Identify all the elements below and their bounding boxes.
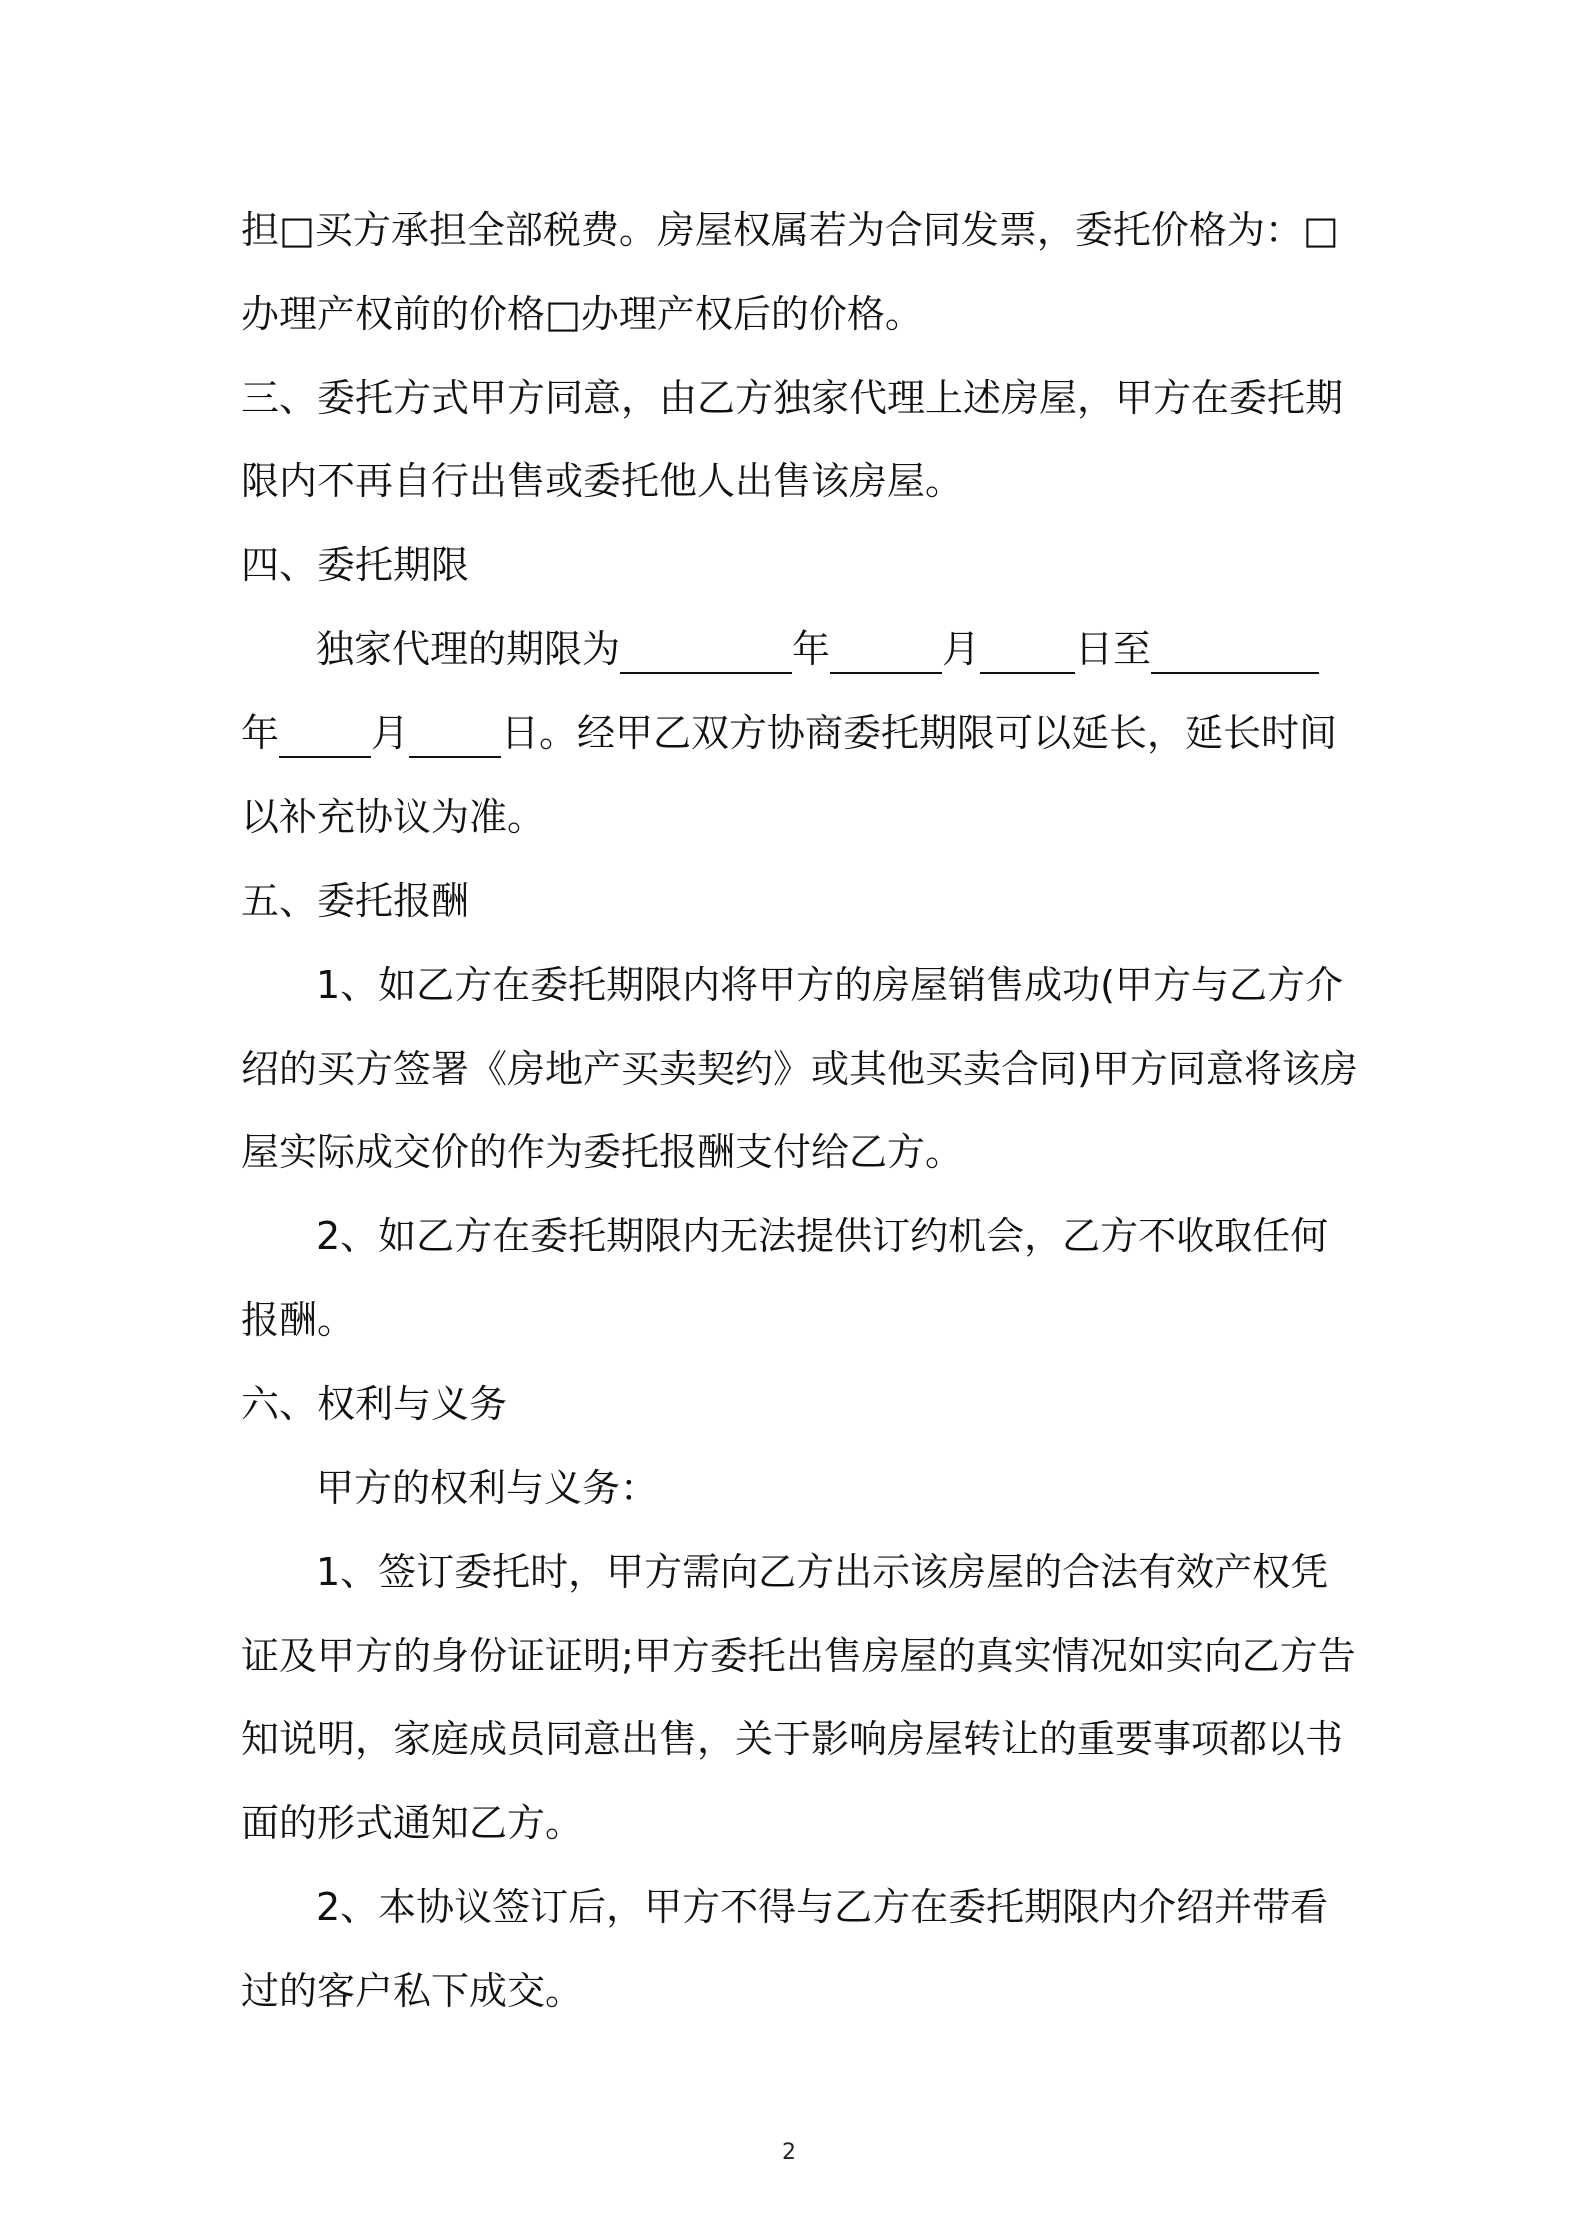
- text-line: 证及甲方的身份证证明;甲方委托出售房屋的真实情况如实向乙方告: [241, 1634, 1356, 1678]
- blank-start-year[interactable]: [620, 630, 792, 674]
- text-line: 2、如乙方在委托期限内无法提供订约机会，乙方不收取任何: [316, 1214, 1329, 1258]
- text-line: 办理产权前的价格□办理产权后的价格。: [241, 292, 923, 336]
- term-prefix: 独家代理的期限为: [316, 627, 621, 671]
- blank-end-year[interactable]: [1151, 630, 1319, 674]
- text-line: 绍的买方签署《房地产买卖契约》或其他买卖合同)甲方同意将该房: [241, 1047, 1358, 1091]
- text-line: 以补充协议为准。: [241, 795, 546, 839]
- year-label: 年: [792, 627, 831, 671]
- term-line-1: [316, 619, 1361, 679]
- text-line: 过的客户私下成交。: [241, 1969, 584, 2013]
- blank-end-day[interactable]: [409, 714, 501, 758]
- blank-start-day[interactable]: [980, 630, 1075, 674]
- page-number: 2: [782, 2140, 796, 2165]
- day-to-label: 日至: [1075, 627, 1152, 671]
- text-line: 面的形式通知乙方。: [241, 1801, 584, 1845]
- blank-start-month[interactable]: [830, 630, 942, 674]
- text-line: 担□买方承担全部税费。房屋权属若为合同发票，委托价格为：□: [241, 208, 1339, 252]
- text-line: 屋实际成交价的作为委托报酬支付给乙方。: [241, 1130, 964, 1174]
- year-label: 年: [241, 711, 280, 755]
- text-line: 1、如乙方在委托期限内将甲方的房屋销售成功(甲方与乙方介: [316, 963, 1344, 1007]
- text-line: 知说明，家庭成员同意出售，关于影响房屋转让的重要事项都以书: [241, 1717, 1344, 1761]
- text-line: 2、本协议签订后，甲方不得与乙方在委托期限内介绍并带看: [316, 1885, 1329, 1929]
- section-heading-entrustment-method: 三、委托方式甲方同意，由乙方独家代理上述房屋，甲方在委托期: [241, 376, 1344, 420]
- section-heading-entrustment-term: 四、委托期限: [241, 543, 470, 587]
- month-label: 月: [942, 627, 981, 671]
- term-line-2: [241, 703, 1361, 763]
- term-rest: 日。经甲乙双方协商委托期限可以延长，延长时间: [501, 711, 1338, 755]
- section-heading-remuneration: 五、委托报酬: [241, 879, 470, 923]
- subheading-party-a: 甲方的权利与义务：: [316, 1466, 659, 1510]
- month-label: 月: [371, 711, 410, 755]
- text-line: 报酬。: [241, 1298, 356, 1342]
- text-line: 1、签订委托时，甲方需向乙方出示该房屋的合法有效产权凭: [316, 1550, 1329, 1594]
- blank-end-month[interactable]: [279, 714, 371, 758]
- section-heading-rights-obligations: 六、权利与义务: [241, 1382, 508, 1426]
- text-line: 限内不再自行出售或委托他人出售该房屋。: [241, 459, 964, 503]
